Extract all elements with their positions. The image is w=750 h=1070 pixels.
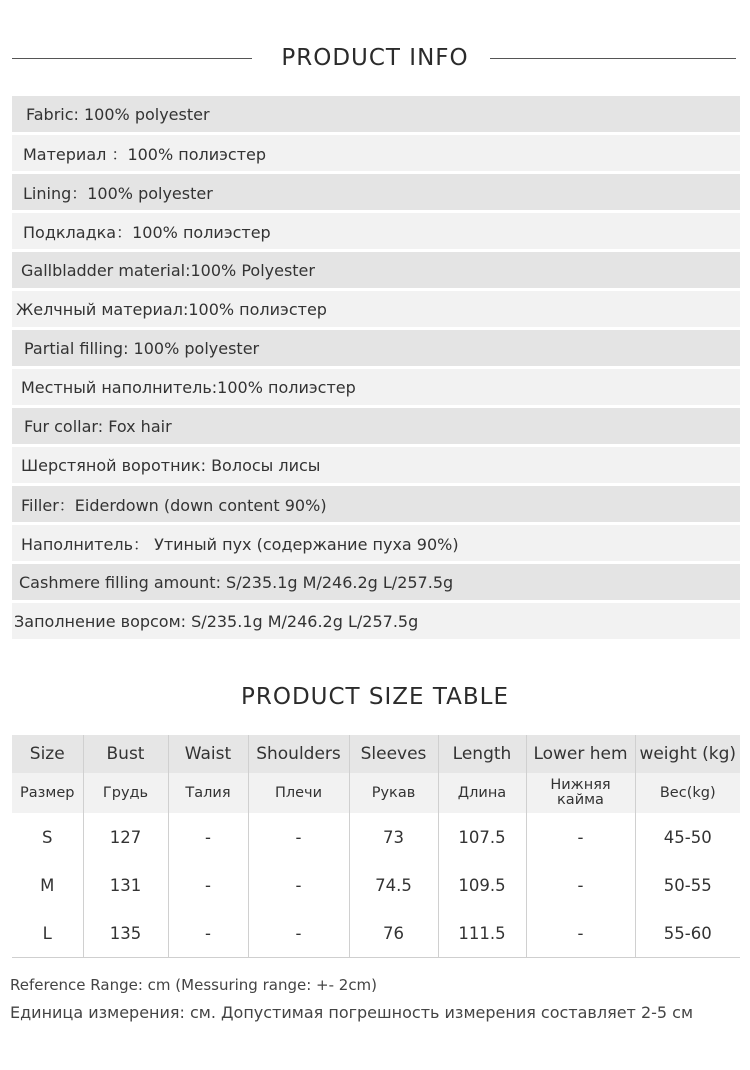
product-info-title: PRODUCT INFO [281, 45, 469, 71]
header-bust: Bust [83, 735, 168, 773]
table-row [12, 861, 740, 909]
cell-length: 111.5 [438, 909, 526, 958]
info-row-partial-filling [12, 330, 740, 366]
cell-shoulders: - [248, 909, 349, 958]
header-lower-hem: Lower hem [526, 735, 635, 773]
cell-lower-hem: - [526, 861, 635, 909]
cell-sleeves: 74.5 [349, 861, 438, 909]
cell-length: 107.5 [438, 813, 526, 861]
header-bust-ru: Грудь [83, 773, 168, 813]
product-info-list [12, 96, 740, 642]
info-text: Lining：100% polyester [23, 183, 213, 203]
header-size-ru: Размер [12, 773, 83, 813]
cell-length: 109.5 [438, 861, 526, 909]
info-row-filler-ru [12, 525, 740, 561]
cell-weight: 45-50 [635, 813, 740, 861]
header-lower-hem-ru: Нижняя кайма [526, 773, 635, 813]
title-right-line [490, 58, 736, 59]
table-row [12, 909, 740, 958]
header-sleeves: Sleeves [349, 735, 438, 773]
info-row-cashmere-ru [12, 603, 740, 639]
cell-shoulders: - [248, 861, 349, 909]
cell-weight: 55-60 [635, 909, 740, 958]
header-size: Size [12, 735, 83, 773]
info-text: Fur collar: Fox hair [24, 416, 172, 436]
info-text: Filler：Eiderdown (down content 90%) [21, 495, 327, 515]
info-row-fur-collar-ru [12, 447, 740, 483]
size-table-header-en [12, 735, 740, 773]
cell-waist: - [168, 813, 248, 861]
cell-bust: 131 [83, 861, 168, 909]
info-text: Cashmere filling amount: S/235.1g M/246.2g L/257.5g [19, 572, 454, 592]
info-text: Шерстяной воротник: Волосы лисы [21, 455, 321, 475]
reference-range-note: Reference Range: cm (Messuring range: +- 2cm) [10, 976, 378, 994]
info-row-gallbladder [12, 252, 740, 288]
info-row-lining [12, 174, 740, 210]
info-row-fabric [12, 96, 740, 132]
cell-sleeves: 76 [349, 909, 438, 958]
header-length: Length [438, 735, 526, 773]
cell-size: L [12, 909, 83, 958]
info-text: Fabric: 100% polyester [26, 104, 210, 124]
header-waist-ru: Талия [168, 773, 248, 813]
info-text: Желчный материал:100% полиэстер [16, 299, 327, 319]
info-text: Partial filling: 100% polyester [24, 338, 260, 358]
info-row-filler [12, 486, 740, 522]
cell-sleeves: 73 [349, 813, 438, 861]
header-length-ru: Длина [438, 773, 526, 813]
info-text: Местный наполнитель:100% полиэстер [21, 377, 356, 397]
info-text: Подкладка：100% полиэстер [23, 222, 271, 242]
info-text: Материал ：100% полиэстер [23, 144, 267, 164]
header-weight-ru: Вес(kg) [635, 773, 740, 813]
cell-waist: - [168, 861, 248, 909]
info-row-fur-collar [12, 408, 740, 444]
cell-shoulders: - [248, 813, 349, 861]
info-row-fabric-ru [12, 135, 740, 171]
cell-size: M [12, 861, 83, 909]
info-text: Наполнитель： Утиный пух (содержание пуха 90%) [21, 534, 459, 554]
cell-bust: 127 [83, 813, 168, 861]
info-row-cashmere [12, 564, 740, 600]
header-weight: weight (kg) [635, 735, 740, 773]
cell-bust: 135 [83, 909, 168, 958]
cell-lower-hem: - [526, 813, 635, 861]
table-row [12, 813, 740, 861]
header-shoulders: Shoulders [248, 735, 349, 773]
info-text: Gallbladder material:100% Polyester [21, 260, 315, 280]
info-row-gallbladder-ru [12, 291, 740, 327]
size-table [12, 735, 740, 958]
info-row-lining-ru [12, 213, 740, 249]
size-table-header-ru [12, 773, 740, 813]
info-row-partial-filling-ru [12, 369, 740, 405]
cell-size: S [12, 813, 83, 861]
cell-waist: - [168, 909, 248, 958]
header-sleeves-ru: Рукав [349, 773, 438, 813]
unit-note-ru: Единица измерения: см. Допустимая погрешность измерения составляет 2-5 см [10, 1003, 694, 1022]
cell-lower-hem: - [526, 909, 635, 958]
info-text: Заполнение ворсом: S/235.1g M/246.2g L/257.5g [14, 611, 419, 631]
cell-weight: 50-55 [635, 861, 740, 909]
size-table-title: PRODUCT SIZE TABLE [240, 684, 510, 710]
header-waist: Waist [168, 735, 248, 773]
header-shoulders-ru: Плечи [248, 773, 349, 813]
